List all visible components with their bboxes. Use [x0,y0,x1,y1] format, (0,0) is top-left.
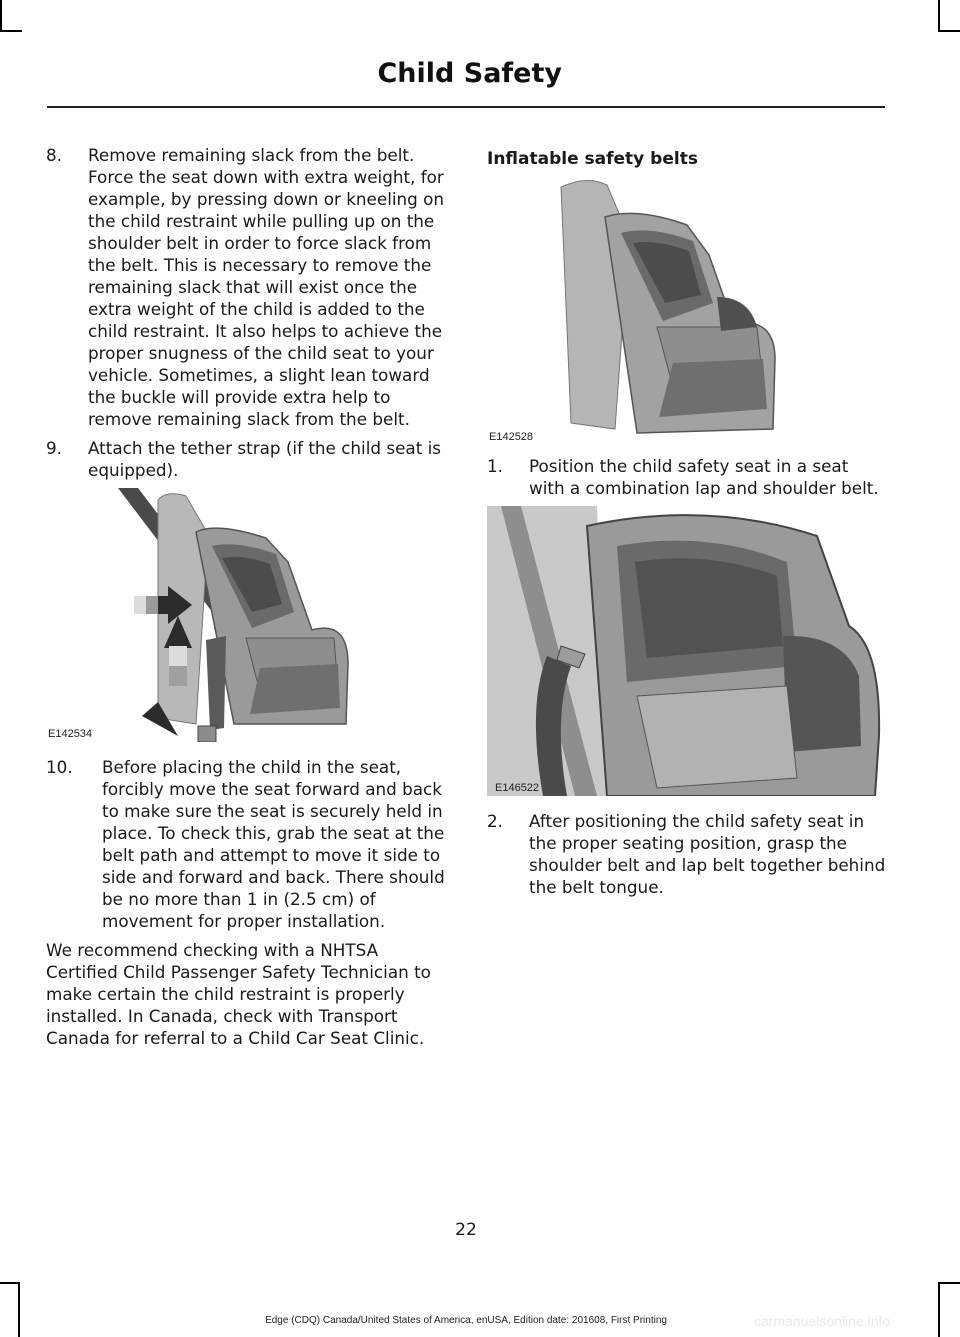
figure-tether-illustration [46,488,450,742]
step-9 [46,437,450,481]
step-number: 9. [46,438,63,458]
crop-mark [938,0,940,32]
page-title: Child Safety [377,58,562,89]
recommendation-paragraph: We recommend checking with a NHTSA Certified Child Passenger Safety Technician to make certain the child restraint is properly installed. In Canada, check with Transport Canada for referral to a Child Car Seat Clinic. [46,940,431,1048]
step-text: After positioning the child safety seat in the proper seating position, grasp the shoulder belt and lap belt together behind the belt tongue. [529,811,886,897]
step-number: 2. [487,811,504,831]
left-column [46,144,450,1049]
child-seat-belt-image [487,506,881,796]
crop-mark [938,30,960,32]
step-text: Attach the tether strap (if the child seat is equipped). [88,438,442,480]
child-seat-image [487,177,787,445]
step-number: 8. [46,145,63,165]
child-seat-tether-image [46,488,450,742]
step-10 [46,756,450,932]
figure-belt-position [487,506,881,796]
step-number: 1. [487,456,504,476]
figure-inflatable-belt-seat [487,177,787,445]
step-text: Position the child safety seat in a seat with a combination lap and shoulder belt. [529,456,879,498]
step-text: Before placing the child in the seat, forcibly move the seat forward and back to make sure the seat is securely held in place. To check this, grab the seat at the belt path and attempt to move it side to side and forward and back. There should be no more than 1 in (2.5 cm) of movement for proper installation. [102,757,445,931]
step-8 [46,144,450,430]
figure-code: E142534 [48,728,93,740]
watermark: carmanualsonline.info [754,1313,891,1329]
page-number: 22 [455,1220,477,1240]
figure-code: E146522 [495,782,540,794]
crop-mark [0,30,22,32]
crop-mark [18,1282,20,1337]
footer-edition: Edge (CDQ) Canada/United States of America, enUSA, Edition date: 201608, First Printing [265,1315,667,1326]
step-1 [487,455,887,499]
step-number: 10. [46,757,73,777]
crop-mark [0,0,2,32]
header-rule [47,106,885,108]
figure-code: E142528 [489,431,534,443]
step-2 [487,810,887,898]
section-heading: Inflatable safety belts [487,149,698,169]
right-column [487,144,887,905]
step-text: Remove remaining slack from the belt. Force the seat down with extra weight, for example, by pressing down or kneeling on the child restraint while pulling up on the shoulder belt in order to force slack from the belt. This is necessary to remove the remaining slack that will exist once the extra weight of the child is added to the child restraint. It also helps to achieve the proper snugness of the child seat to your vehicle. Sometimes, a slight lean toward the buckle will provide extra help to remove remaining slack from the belt. [88,145,445,429]
crop-mark [0,1282,20,1284]
crop-mark [938,1282,940,1337]
crop-mark [938,1282,960,1284]
